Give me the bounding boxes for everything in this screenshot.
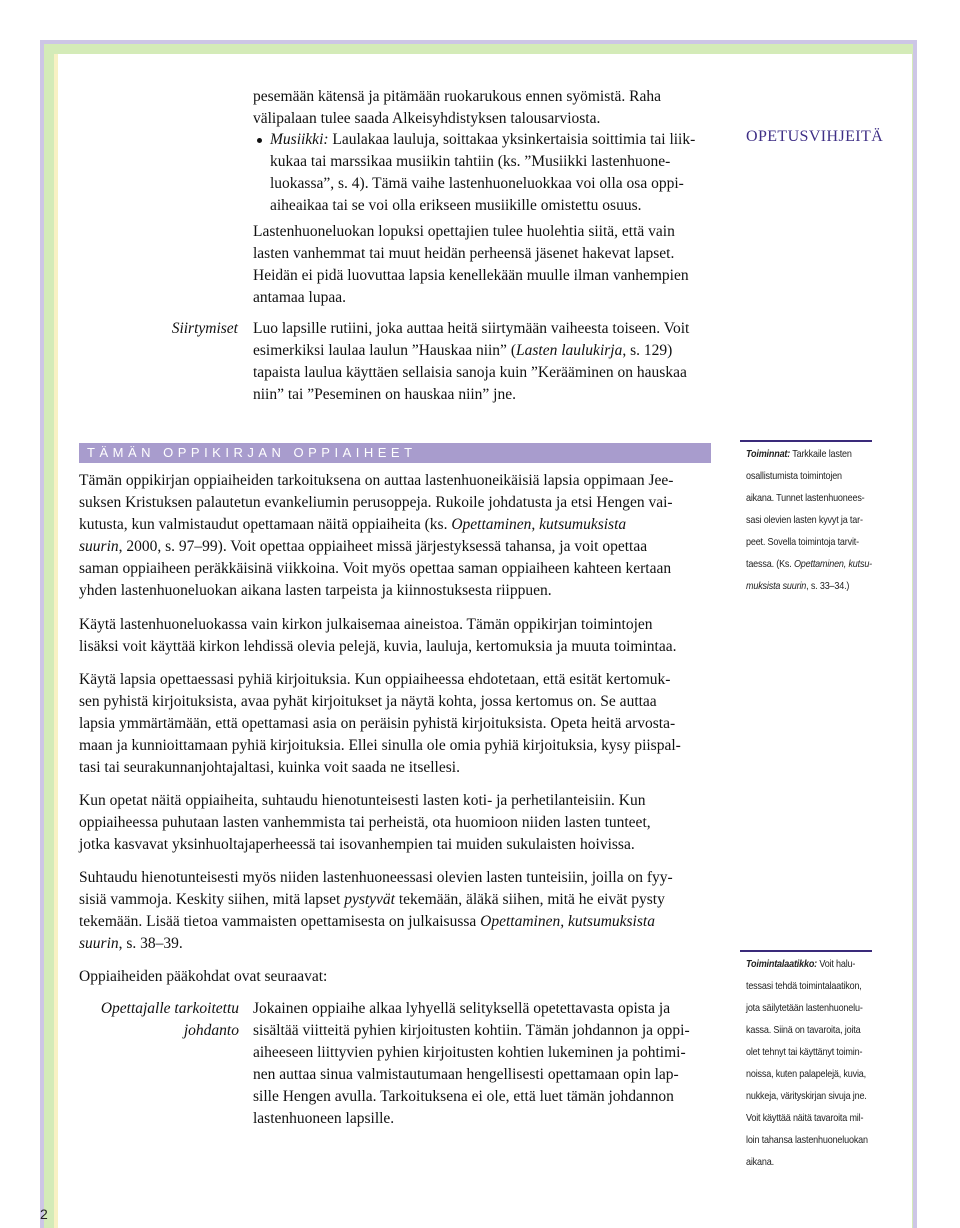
p5-line (79, 933, 183, 955)
p3-line: sen pyhistä kirjoituksista, avaa pyhät kirjoitukset ja näytä kohta, jossa kertomus on. Se auttaa (79, 693, 657, 710)
note2-first-line (746, 954, 855, 975)
note2-line: tessasi tehdä toimintalaatikon, (746, 980, 862, 992)
intro-item-line: lastenhuoneen lapsille. (253, 1110, 395, 1127)
section-header-bar (79, 443, 711, 463)
music-label: Musiikki: (270, 131, 329, 148)
page-number: 2 (40, 1206, 48, 1222)
p3-line: tasi tai seurakunnanjohtajaltasi, kuinka voit saada ne itsellesi. (79, 759, 460, 776)
note2-line: noissa, kuten palapelejä, kuvia, (746, 1068, 866, 1080)
note1-line (746, 554, 872, 575)
p3-line: maan ja kunnioittamaan pyhiä kirjoituksia. Ellei sinulla ole omia pyhiä kirjoituksia, kysy piispal- (79, 737, 681, 754)
sidebar-rule (740, 440, 872, 442)
book-title: Opettaminen, kutsumuksista (451, 516, 627, 533)
p3-line: lapsia ymmärtämään, että opettamasi asia on peräisin pyhistä kirjoituksista. Opeta heitä arvosta- (79, 715, 676, 732)
section-header-text: TÄMÄN OPPIKIRJAN OPPIAIHEET (87, 445, 417, 460)
p1-line: suksen Kristuksen palautetun evankeliumin perusoppeja. Rukoile johdatusta ja etsi Hengen vai- (79, 494, 673, 511)
music-item-first-line (270, 129, 695, 151)
note2-line: jota säilytetään lastenhuonelu- (746, 1002, 863, 1014)
music-first-rest: Laulakaa lauluja, soittakaa yksinkertaisia soittimia tai liik- (328, 131, 696, 148)
sidebar-rule (740, 950, 872, 952)
p4-line: oppiaiheessa puhutaan lasten vanhemmista tai perheistä, ota huomioon niiden lasten tunteet, (79, 814, 651, 831)
p4-line: Kun opetat näitä oppiaiheita, suhtaudu hienotunteisesti lasten koti- ja perhetilanteisiin. Kun (79, 792, 646, 809)
p5-line: Suhtaudu hienotunteisesti myös niiden lastenhuoneessasi olevien lasten tunteisiin, joilla on fyy- (79, 869, 673, 886)
p5-text: tekemään, äläkä siihen, mitä he eivät pysty (394, 891, 665, 908)
book-title: Opettaminen, kutsu- (793, 558, 873, 570)
note2-line: Voit käyttää näitä tavaroita mil- (746, 1112, 864, 1124)
note2-line: nukkeja, värityskirjan sivuja jne. (746, 1090, 867, 1102)
p1-line (79, 514, 626, 536)
p5-line (79, 889, 665, 911)
intro-line: pesemään kätensä ja pitämään ruokarukous ennen syömistä. Raha (253, 88, 662, 105)
music-line: kukaa tai marssikaa musiikin tahtiin (ks. ”Musiikki lastenhuone- (270, 153, 671, 170)
p6-line: Oppiaiheiden pääkohdat ovat seuraavat: (79, 968, 328, 985)
end-paragraph-line: Heidän ei pidä luovuttaa lapsia kenellekään muulle ilman vanhempien (253, 267, 689, 284)
music-line: aiheaikaa tai se voi olla erikseen musiikille omistettu osuus. (270, 197, 642, 214)
p1-line: yhden lastenhuoneluokan aikana lasten tarpeista ja kiinnostuksesta riippuen. (79, 582, 552, 599)
p1-line (79, 536, 647, 558)
intro-item-line: nen auttaa sinua valmistautumaan hengellisesti opettamaan opin lap- (253, 1066, 679, 1083)
p1-text: kutusta, kun valmistaudut opettamaan näitä oppiaiheita (ks. (79, 516, 452, 533)
note1-line (746, 576, 849, 597)
intro-line: välipalaan tulee saada Alkeisyhdistyksen talousarviosta. (253, 110, 601, 127)
bullet (257, 138, 262, 143)
sidebar-title: OPETUSVIHJEITÄ (746, 128, 884, 145)
transitions-label: Siirtymiset (171, 320, 238, 337)
end-paragraph-line: Lastenhuoneluokan lopuksi opettajien tulee huolehtia siitä, että vain (253, 223, 675, 240)
p5-line (79, 911, 655, 933)
p5-text: sisiä vammoja. Keskity siihen, mitä lapset (79, 891, 345, 908)
note1-text: , s. 33–34.) (806, 580, 850, 592)
end-paragraph-line: antamaa lupaa. (253, 289, 346, 306)
p2-line: Käytä lastenhuoneluokassa vain kirkon julkaisemaa aineistoa. Tämän oppikirjan toimintojen (79, 616, 653, 633)
note1-first-line (746, 444, 852, 465)
transitions-text: , s. 129) (622, 342, 673, 359)
songbook-title: Lasten laulukirja (515, 342, 623, 359)
p3-line: Käytä lapsia opettaessasi pyhiä kirjoituksia. Kun oppiaiheessa ehdotetaan, että esität kertomuk- (79, 671, 671, 688)
note2-text: Voit halu- (817, 958, 856, 970)
transitions-text: esimerkiksi laulaa laulun ”Hauskaa niin” ( (253, 342, 516, 359)
note1-line: sasi olevien lasten kyvyt ja tar- (746, 514, 863, 526)
intro-item-line: sisältää viitteitä pyhien kirjoitusten kohtiin. Tämän johdannon ja oppi- (253, 1022, 690, 1039)
p1-line: Tämän oppikirjan oppiaiheiden tarkoituksena on auttaa lastenhuoneikäisiä lapsia oppimaan Jee- (79, 472, 674, 489)
p1-text: , 2000, s. 97–99). Voit opettaa oppiaiheet missä järjestyksessä tahansa, ja voit opettaa (118, 538, 648, 555)
intro-item-label: johdanto (183, 1022, 239, 1039)
music-line: luokassa”, s. 4). Tämä vaihe lastenhuoneluokkaa voi olla osa oppi- (270, 175, 684, 192)
book-title: muksista suurin (746, 580, 807, 592)
transitions-line: niin” tai ”Peseminen on hauskaa niin” jne. (253, 386, 516, 403)
transitions-line: Luo lapsille rutiini, joka auttaa heitä siirtymään vaiheesta toiseen. Voit (253, 320, 690, 337)
note2-line: loin tahansa lastenhuoneluokan (746, 1134, 868, 1146)
note1-label: Toiminnat: (746, 448, 791, 460)
note1-line: aikana. Tunnet lastenhuonees- (746, 492, 865, 504)
book-title: suurin (79, 935, 119, 952)
intro-item-line: aiheeseen liittyvien pyhien kirjoitusten kohtien lukeminen ja pohtimi- (253, 1044, 686, 1061)
note1-line: peet. Sovella toimintoja tarvit- (746, 536, 859, 548)
book-title: Opettaminen, kutsumuksista (480, 913, 655, 930)
book-title: suurin (79, 538, 119, 555)
note1-text: taessa. (Ks. (746, 558, 794, 570)
note2-line: olet tehnyt tai käyttänyt toimin- (746, 1046, 863, 1058)
p1-line: saman oppiaiheen peräkkäisinä viikkoina. Voit myös opettaa saman oppiaiheen kahteen kertaan (79, 560, 672, 577)
note2-line: kassa. Siinä on tavaroita, joita (746, 1024, 861, 1036)
intro-item-line: Jokainen oppiaihe alkaa lyhyellä selityksellä opetettavasta opista ja (253, 1000, 671, 1017)
p5-text: , s. 38–39. (118, 935, 183, 952)
note1-line: osallistumista toimintojen (746, 470, 842, 482)
p2-line: lisäksi voit käyttää kirkon lehdissä olevia pelejä, kuvia, lauluja, kertomuksia ja muuta toimintaa. (79, 638, 677, 655)
emphasis: pystyvät (344, 891, 395, 908)
p5-text: tekemään. Lisää tietoa vammaisten opettamisesta on julkaisussa (79, 913, 481, 930)
transitions-line: tapaista laulua käyttäen sellaisia sanoja kuin ”Kerääminen on hauskaa (253, 364, 687, 381)
transitions-line (253, 340, 672, 362)
intro-item-line: sille Hengen avulla. Tarkoituksena ei ole, että luet tämän johdannon (253, 1088, 674, 1105)
note2-line: aikana. (746, 1156, 774, 1168)
note1-text: Tarkkaile lasten (790, 448, 852, 460)
end-paragraph-line: lasten vanhemmat tai muut heidän perheensä jäsenet hakevat lapset. (253, 245, 675, 262)
intro-item-label: Opettajalle tarkoitettu (100, 1000, 239, 1017)
p4-line: jotka kasvavat yksinhuoltajaperheessä tai isovanhempien tai muiden sukulaisten hoivissa. (79, 836, 635, 853)
note2-label: Toimintalaatikko: (746, 958, 818, 970)
